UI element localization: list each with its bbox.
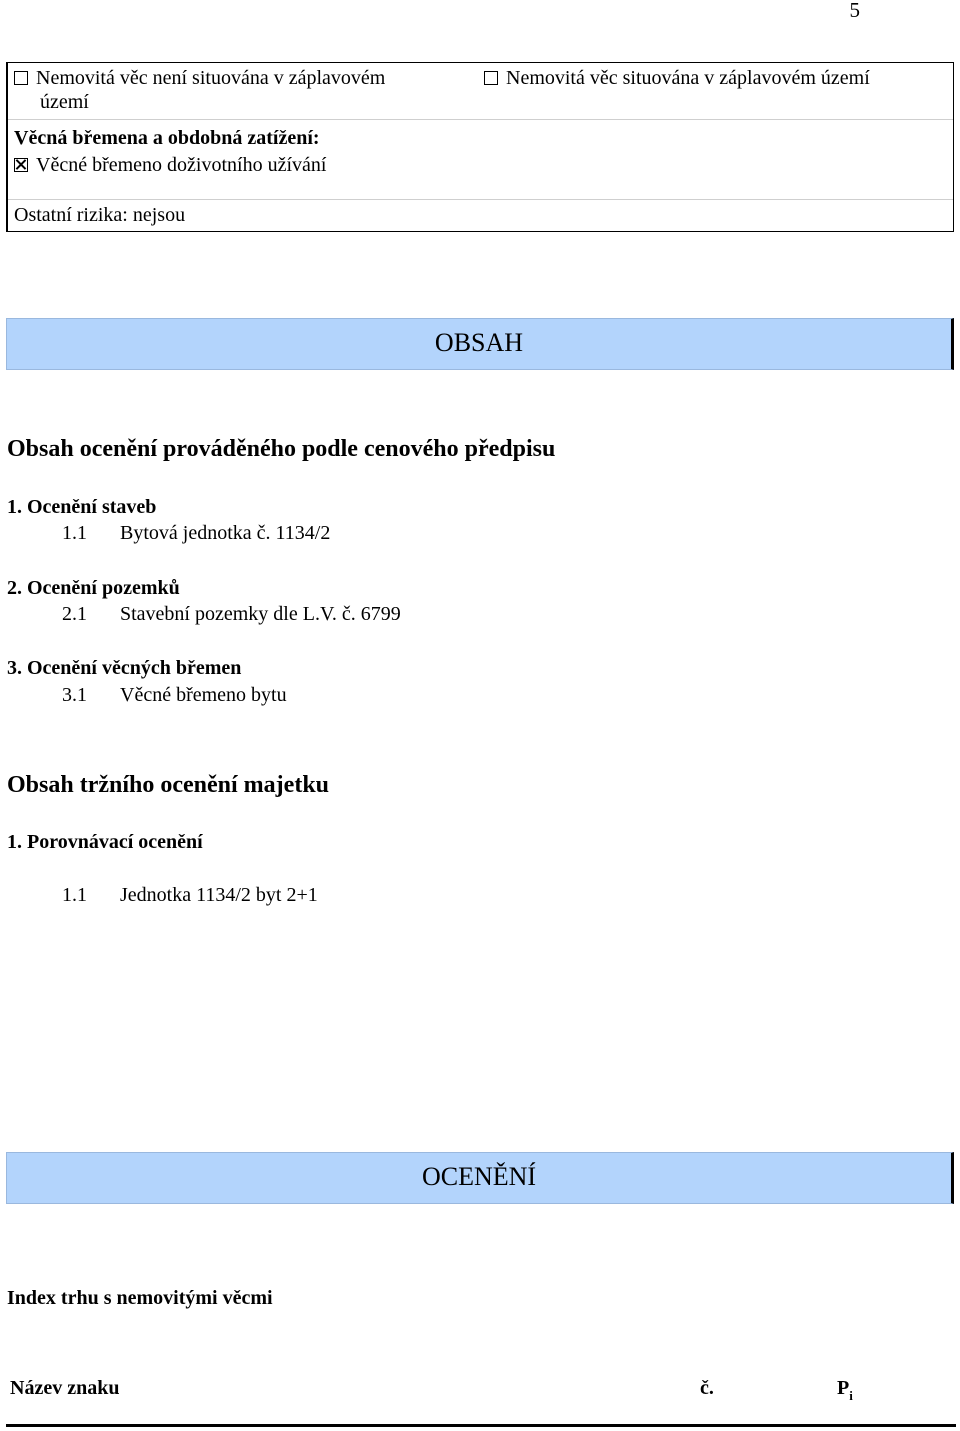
- table-header-rule: [6, 1424, 956, 1427]
- list-item: [0, 603, 960, 629]
- section-title: 1. Porovnávací ocenění: [7, 831, 203, 853]
- list-item-number: 3.1: [62, 684, 87, 706]
- checkbox-checked-icon[interactable]: [14, 158, 28, 172]
- other-risks: Ostatní rizika: nejsou: [14, 204, 186, 226]
- checkbox-in-flood-zone-icon[interactable]: [484, 71, 498, 85]
- list-item: [0, 684, 960, 710]
- option-in-flood-zone-label: Nemovitá věc situována v záplavovém území: [506, 67, 870, 89]
- list-item-text: Bytová jednotka č. 1134/2: [120, 522, 331, 544]
- oceneni-banner: [6, 1152, 954, 1204]
- col-header-p-subscript: i: [849, 1388, 853, 1403]
- easements-row: [8, 119, 953, 200]
- market-heading: Obsah tržního ocenění majetku: [7, 772, 330, 798]
- list-item-text: Věcné břemeno bytu: [120, 684, 287, 706]
- section-title: 1. Ocenění staveb: [7, 496, 157, 518]
- index-heading: Index trhu s nemovitými věcmi: [7, 1287, 273, 1309]
- section-title: 3. Ocenění věcných břemen: [7, 657, 242, 679]
- col-header-name: Název znaku: [10, 1377, 120, 1399]
- obsah-banner-title: OBSAH: [434, 328, 524, 357]
- list-item-text: Stavební pozemky dle L.V. č. 6799: [120, 603, 401, 625]
- option-in-flood-zone[interactable]: [484, 66, 870, 90]
- section-title: 2. Ocenění pozemků: [7, 577, 180, 599]
- flood-zone-row: [8, 63, 953, 120]
- list-item: [0, 522, 960, 548]
- col-header-number: č.: [700, 1377, 714, 1399]
- easement-item-label: Věcné břemeno doživotního užívání: [36, 154, 327, 176]
- option-not-in-flood-zone[interactable]: [14, 66, 474, 114]
- list-item-number: 1.1: [62, 522, 87, 544]
- easement-item[interactable]: [14, 153, 326, 177]
- risk-table: [6, 62, 954, 232]
- page-number: 5: [849, 0, 860, 22]
- obsah-banner: [6, 318, 954, 370]
- checkbox-not-in-flood-zone-icon[interactable]: [14, 71, 28, 85]
- list-item-text: Jednotka 1134/2 byt 2+1: [120, 884, 318, 906]
- list-item-number: 1.1: [62, 884, 87, 906]
- easements-label: Věcná břemena a obdobná zatížení:: [14, 127, 320, 149]
- other-risks-row: [8, 199, 953, 231]
- list-item-number: 2.1: [62, 603, 87, 625]
- list-item: [0, 884, 960, 910]
- col-header-p-main: P: [837, 1377, 850, 1399]
- col-header-p: [837, 1377, 853, 1404]
- price-regulation-heading: Obsah ocenění prováděného podle cenového předpisu: [7, 436, 556, 462]
- oceneni-banner-title: OCENĚNÍ: [421, 1162, 537, 1191]
- option-not-in-flood-zone-label-line1: Nemovitá věc není situována v záplavovém: [36, 67, 386, 89]
- option-not-in-flood-zone-label-line2: území: [40, 91, 89, 113]
